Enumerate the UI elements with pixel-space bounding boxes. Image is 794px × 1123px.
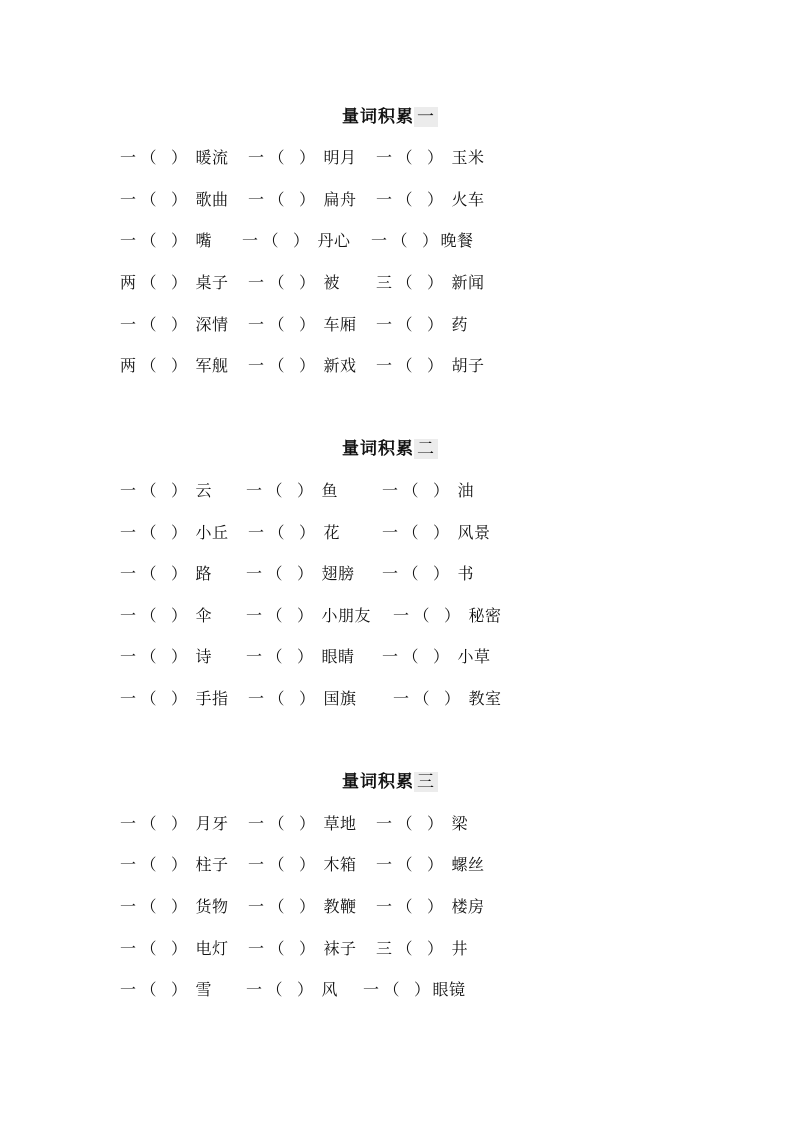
blank-parentheses[interactable]: （ ）	[268, 273, 316, 292]
measure-word-item	[376, 895, 485, 919]
blank-parentheses[interactable]: （ ）	[396, 273, 444, 292]
noun: 鱼	[321, 481, 339, 500]
exercise-row	[0, 812, 794, 836]
noun: 眼睛	[321, 647, 355, 666]
numeral: 一	[120, 689, 137, 708]
measure-word-item	[371, 229, 474, 253]
noun: 玉米	[451, 148, 485, 167]
blank-parentheses[interactable]: （ ）	[140, 855, 188, 874]
exercise-row	[0, 313, 794, 337]
noun: 电灯	[195, 939, 229, 958]
measure-word-item	[246, 562, 355, 586]
numeral: 两	[120, 356, 137, 375]
section-title-main: 量词积累	[342, 439, 414, 459]
blank-parentheses[interactable]: （ ）	[396, 814, 444, 833]
measure-word-item	[248, 188, 357, 212]
blank-parentheses[interactable]: （ ）	[268, 897, 316, 916]
measure-word-item	[120, 645, 212, 669]
measure-word-item	[248, 687, 357, 711]
noun: 花	[323, 523, 341, 542]
numeral: 一	[248, 689, 265, 708]
blank-parentheses[interactable]: （ ）	[268, 939, 316, 958]
noun: 翅膀	[321, 564, 355, 583]
measure-word-item	[120, 313, 229, 337]
noun: 新闻	[451, 273, 485, 292]
noun: 胡子	[451, 356, 485, 375]
exercise-row	[0, 521, 794, 545]
measure-word-item	[382, 645, 491, 669]
numeral: 一	[248, 855, 265, 874]
exercise-row	[0, 188, 794, 212]
measure-word-item	[120, 895, 229, 919]
section-title-number: 一	[414, 107, 438, 127]
exercise-row	[0, 853, 794, 877]
blank-parentheses[interactable]: （ ）	[402, 481, 450, 500]
numeral: 一	[248, 315, 265, 334]
noun: 路	[195, 564, 213, 583]
measure-word-item	[376, 313, 468, 337]
exercise-row	[0, 645, 794, 669]
noun: 深情	[195, 315, 229, 334]
blank-parentheses[interactable]: （ ）	[140, 689, 188, 708]
measure-word-item	[120, 812, 229, 836]
blank-parentheses[interactable]: （ ）	[140, 647, 188, 666]
measure-word-item	[376, 146, 485, 170]
noun: 火车	[451, 190, 485, 209]
section-title-number: 三	[414, 772, 438, 792]
blank-parentheses[interactable]: （ ）	[262, 231, 310, 250]
blank-parentheses[interactable]: （ ）	[413, 689, 461, 708]
noun: 新戏	[323, 356, 357, 375]
blank-parentheses[interactable]: （ ）	[402, 564, 450, 583]
numeral: 一	[371, 231, 388, 250]
exercise-row	[0, 604, 794, 628]
numeral: 一	[248, 190, 265, 209]
blank-parentheses[interactable]: （ ）	[268, 523, 316, 542]
measure-word-item	[120, 271, 229, 295]
numeral: 一	[376, 814, 393, 833]
blank-parentheses[interactable]: （ ）	[268, 855, 316, 874]
blank-parentheses[interactable]: （ ）	[268, 814, 316, 833]
noun: 秘密	[468, 606, 502, 625]
noun: 书	[457, 564, 475, 583]
measure-word-item	[120, 188, 229, 212]
measure-word-item	[363, 978, 466, 1002]
blank-parentheses[interactable]: （ ）	[396, 939, 444, 958]
numeral: 三	[376, 939, 393, 958]
measure-word-item	[120, 604, 212, 628]
numeral: 一	[248, 814, 265, 833]
section-title	[342, 106, 440, 128]
numeral: 一	[248, 356, 265, 375]
noun: 货物	[195, 897, 229, 916]
numeral: 一	[120, 855, 137, 874]
noun: 月牙	[195, 814, 229, 833]
blank-parentheses[interactable]: （ ）	[140, 606, 188, 625]
noun: 明月	[323, 148, 357, 167]
exercise-row	[0, 562, 794, 586]
noun: 风景	[457, 523, 491, 542]
exercise-row	[0, 354, 794, 378]
noun: 草地	[323, 814, 357, 833]
blank-parentheses[interactable]: （ ）	[383, 980, 431, 999]
numeral: 一	[248, 939, 265, 958]
blank-parentheses[interactable]: （ ）	[140, 356, 188, 375]
blank-parentheses[interactable]: （ ）	[140, 231, 188, 250]
measure-word-item	[393, 687, 502, 711]
section-title-main: 量词积累	[342, 107, 414, 127]
noun: 螺丝	[451, 855, 485, 874]
blank-parentheses[interactable]: （ ）	[266, 980, 314, 999]
measure-word-item	[120, 853, 229, 877]
noun: 油	[457, 481, 475, 500]
measure-word-item	[120, 354, 229, 378]
blank-parentheses[interactable]: （ ）	[140, 814, 188, 833]
numeral: 两	[120, 273, 137, 292]
noun: 被	[323, 273, 341, 292]
exercise-row	[0, 479, 794, 503]
numeral: 一	[246, 980, 263, 999]
numeral: 一	[120, 606, 137, 625]
noun: 风	[321, 980, 339, 999]
numeral: 一	[120, 231, 137, 250]
measure-word-item	[248, 895, 357, 919]
blank-parentheses[interactable]: （ ）	[396, 855, 444, 874]
numeral: 一	[376, 356, 393, 375]
blank-parentheses[interactable]: （ ）	[268, 148, 316, 167]
blank-parentheses[interactable]: （ ）	[140, 980, 188, 999]
numeral: 一	[248, 523, 265, 542]
noun: 歌曲	[195, 190, 229, 209]
section-title	[342, 771, 440, 793]
numeral: 一	[246, 606, 263, 625]
section-title	[342, 438, 440, 460]
measure-word-item	[246, 645, 355, 669]
numeral: 一	[393, 606, 410, 625]
measure-word-item	[393, 604, 502, 628]
noun: 柱子	[195, 855, 229, 874]
blank-parentheses[interactable]: （ ）	[396, 190, 444, 209]
measure-word-item	[382, 479, 474, 503]
blank-parentheses[interactable]: （ ）	[140, 523, 188, 542]
numeral: 一	[120, 315, 137, 334]
noun: 诗	[195, 647, 213, 666]
noun: 木箱	[323, 855, 357, 874]
noun: 井	[451, 939, 469, 958]
blank-parentheses[interactable]: （ ）	[266, 481, 314, 500]
measure-word-item	[242, 229, 351, 253]
noun: 教室	[468, 689, 502, 708]
noun: 小草	[457, 647, 491, 666]
noun: 桌子	[195, 273, 229, 292]
numeral: 一	[363, 980, 380, 999]
blank-parentheses[interactable]: （ ）	[268, 689, 316, 708]
blank-parentheses[interactable]: （ ）	[140, 897, 188, 916]
noun: 扁舟	[323, 190, 357, 209]
numeral: 一	[120, 897, 137, 916]
blank-parentheses[interactable]: （ ）	[402, 523, 450, 542]
measure-word-item	[120, 146, 229, 170]
noun: 军舰	[195, 356, 229, 375]
measure-word-item	[248, 521, 340, 545]
blank-parentheses[interactable]: （ ）	[413, 606, 461, 625]
noun: 晚餐	[440, 231, 474, 250]
exercise-row	[0, 271, 794, 295]
measure-word-item	[376, 937, 468, 961]
section-title-number: 二	[414, 439, 438, 459]
numeral: 一	[382, 647, 399, 666]
numeral: 一	[246, 481, 263, 500]
measure-word-item	[248, 146, 357, 170]
measure-word-item	[376, 812, 468, 836]
numeral: 三	[376, 273, 393, 292]
measure-word-item	[248, 937, 357, 961]
measure-word-item	[120, 687, 229, 711]
measure-word-item	[248, 354, 357, 378]
blank-parentheses[interactable]: （ ）	[266, 606, 314, 625]
numeral: 一	[120, 647, 137, 666]
measure-word-item	[246, 604, 371, 628]
numeral: 一	[376, 190, 393, 209]
blank-parentheses[interactable]: （ ）	[140, 190, 188, 209]
numeral: 一	[382, 523, 399, 542]
numeral: 一	[382, 564, 399, 583]
numeral: 一	[376, 897, 393, 916]
numeral: 一	[248, 273, 265, 292]
measure-word-item	[120, 937, 229, 961]
exercise-row	[0, 937, 794, 961]
noun: 手指	[195, 689, 229, 708]
exercise-row	[0, 229, 794, 253]
noun: 云	[195, 481, 213, 500]
measure-word-item	[248, 313, 357, 337]
measure-word-item	[120, 521, 229, 545]
blank-parentheses[interactable]: （ ）	[402, 647, 450, 666]
numeral: 一	[393, 689, 410, 708]
numeral: 一	[120, 939, 137, 958]
blank-parentheses[interactable]: （ ）	[140, 273, 188, 292]
measure-word-item	[376, 271, 485, 295]
exercise-row	[0, 895, 794, 919]
blank-parentheses[interactable]: （ ）	[268, 190, 316, 209]
noun: 丹心	[317, 231, 351, 250]
blank-parentheses[interactable]: （ ）	[396, 356, 444, 375]
noun: 小丘	[195, 523, 229, 542]
measure-word-item	[120, 479, 212, 503]
measure-word-item	[382, 562, 474, 586]
noun: 楼房	[451, 897, 485, 916]
blank-parentheses[interactable]: （ ）	[140, 564, 188, 583]
blank-parentheses[interactable]: （ ）	[266, 564, 314, 583]
blank-parentheses[interactable]: （ ）	[268, 356, 316, 375]
noun: 小朋友	[321, 606, 372, 625]
measure-word-item	[120, 978, 212, 1002]
blank-parentheses[interactable]: （ ）	[268, 315, 316, 334]
exercise-row	[0, 978, 794, 1002]
blank-parentheses[interactable]: （ ）	[140, 315, 188, 334]
numeral: 一	[382, 481, 399, 500]
exercise-row	[0, 687, 794, 711]
noun: 伞	[195, 606, 213, 625]
blank-parentheses[interactable]: （ ）	[396, 148, 444, 167]
measure-word-item	[376, 188, 485, 212]
numeral: 一	[246, 564, 263, 583]
measure-word-item	[120, 229, 212, 253]
blank-parentheses[interactable]: （ ）	[396, 315, 444, 334]
noun: 梁	[451, 814, 469, 833]
numeral: 一	[248, 897, 265, 916]
numeral: 一	[120, 148, 137, 167]
noun: 袜子	[323, 939, 357, 958]
noun: 车厢	[323, 315, 357, 334]
measure-word-item	[376, 354, 485, 378]
noun: 眼镜	[432, 980, 466, 999]
numeral: 一	[120, 481, 137, 500]
blank-parentheses[interactable]: （ ）	[391, 231, 439, 250]
measure-word-item	[248, 853, 357, 877]
measure-word-item	[248, 271, 340, 295]
blank-parentheses[interactable]: （ ）	[140, 481, 188, 500]
noun: 暖流	[195, 148, 229, 167]
numeral: 一	[376, 855, 393, 874]
noun: 雪	[195, 980, 213, 999]
numeral: 一	[120, 564, 137, 583]
numeral: 一	[120, 190, 137, 209]
blank-parentheses[interactable]: （ ）	[266, 647, 314, 666]
noun: 教鞭	[323, 897, 357, 916]
numeral: 一	[376, 315, 393, 334]
noun: 国旗	[323, 689, 357, 708]
noun: 嘴	[195, 231, 213, 250]
numeral: 一	[120, 980, 137, 999]
noun: 药	[451, 315, 469, 334]
section-title-main: 量词积累	[342, 772, 414, 792]
numeral: 一	[242, 231, 259, 250]
numeral: 一	[246, 647, 263, 666]
numeral: 一	[376, 148, 393, 167]
measure-word-item	[246, 978, 338, 1002]
blank-parentheses[interactable]: （ ）	[140, 148, 188, 167]
measure-word-item	[120, 562, 212, 586]
exercise-row	[0, 146, 794, 170]
measure-word-item	[382, 521, 491, 545]
numeral: 一	[120, 814, 137, 833]
measure-word-item	[376, 853, 485, 877]
blank-parentheses[interactable]: （ ）	[396, 897, 444, 916]
measure-word-item	[248, 812, 357, 836]
numeral: 一	[248, 148, 265, 167]
numeral: 一	[120, 523, 137, 542]
blank-parentheses[interactable]: （ ）	[140, 939, 188, 958]
measure-word-item	[246, 479, 338, 503]
